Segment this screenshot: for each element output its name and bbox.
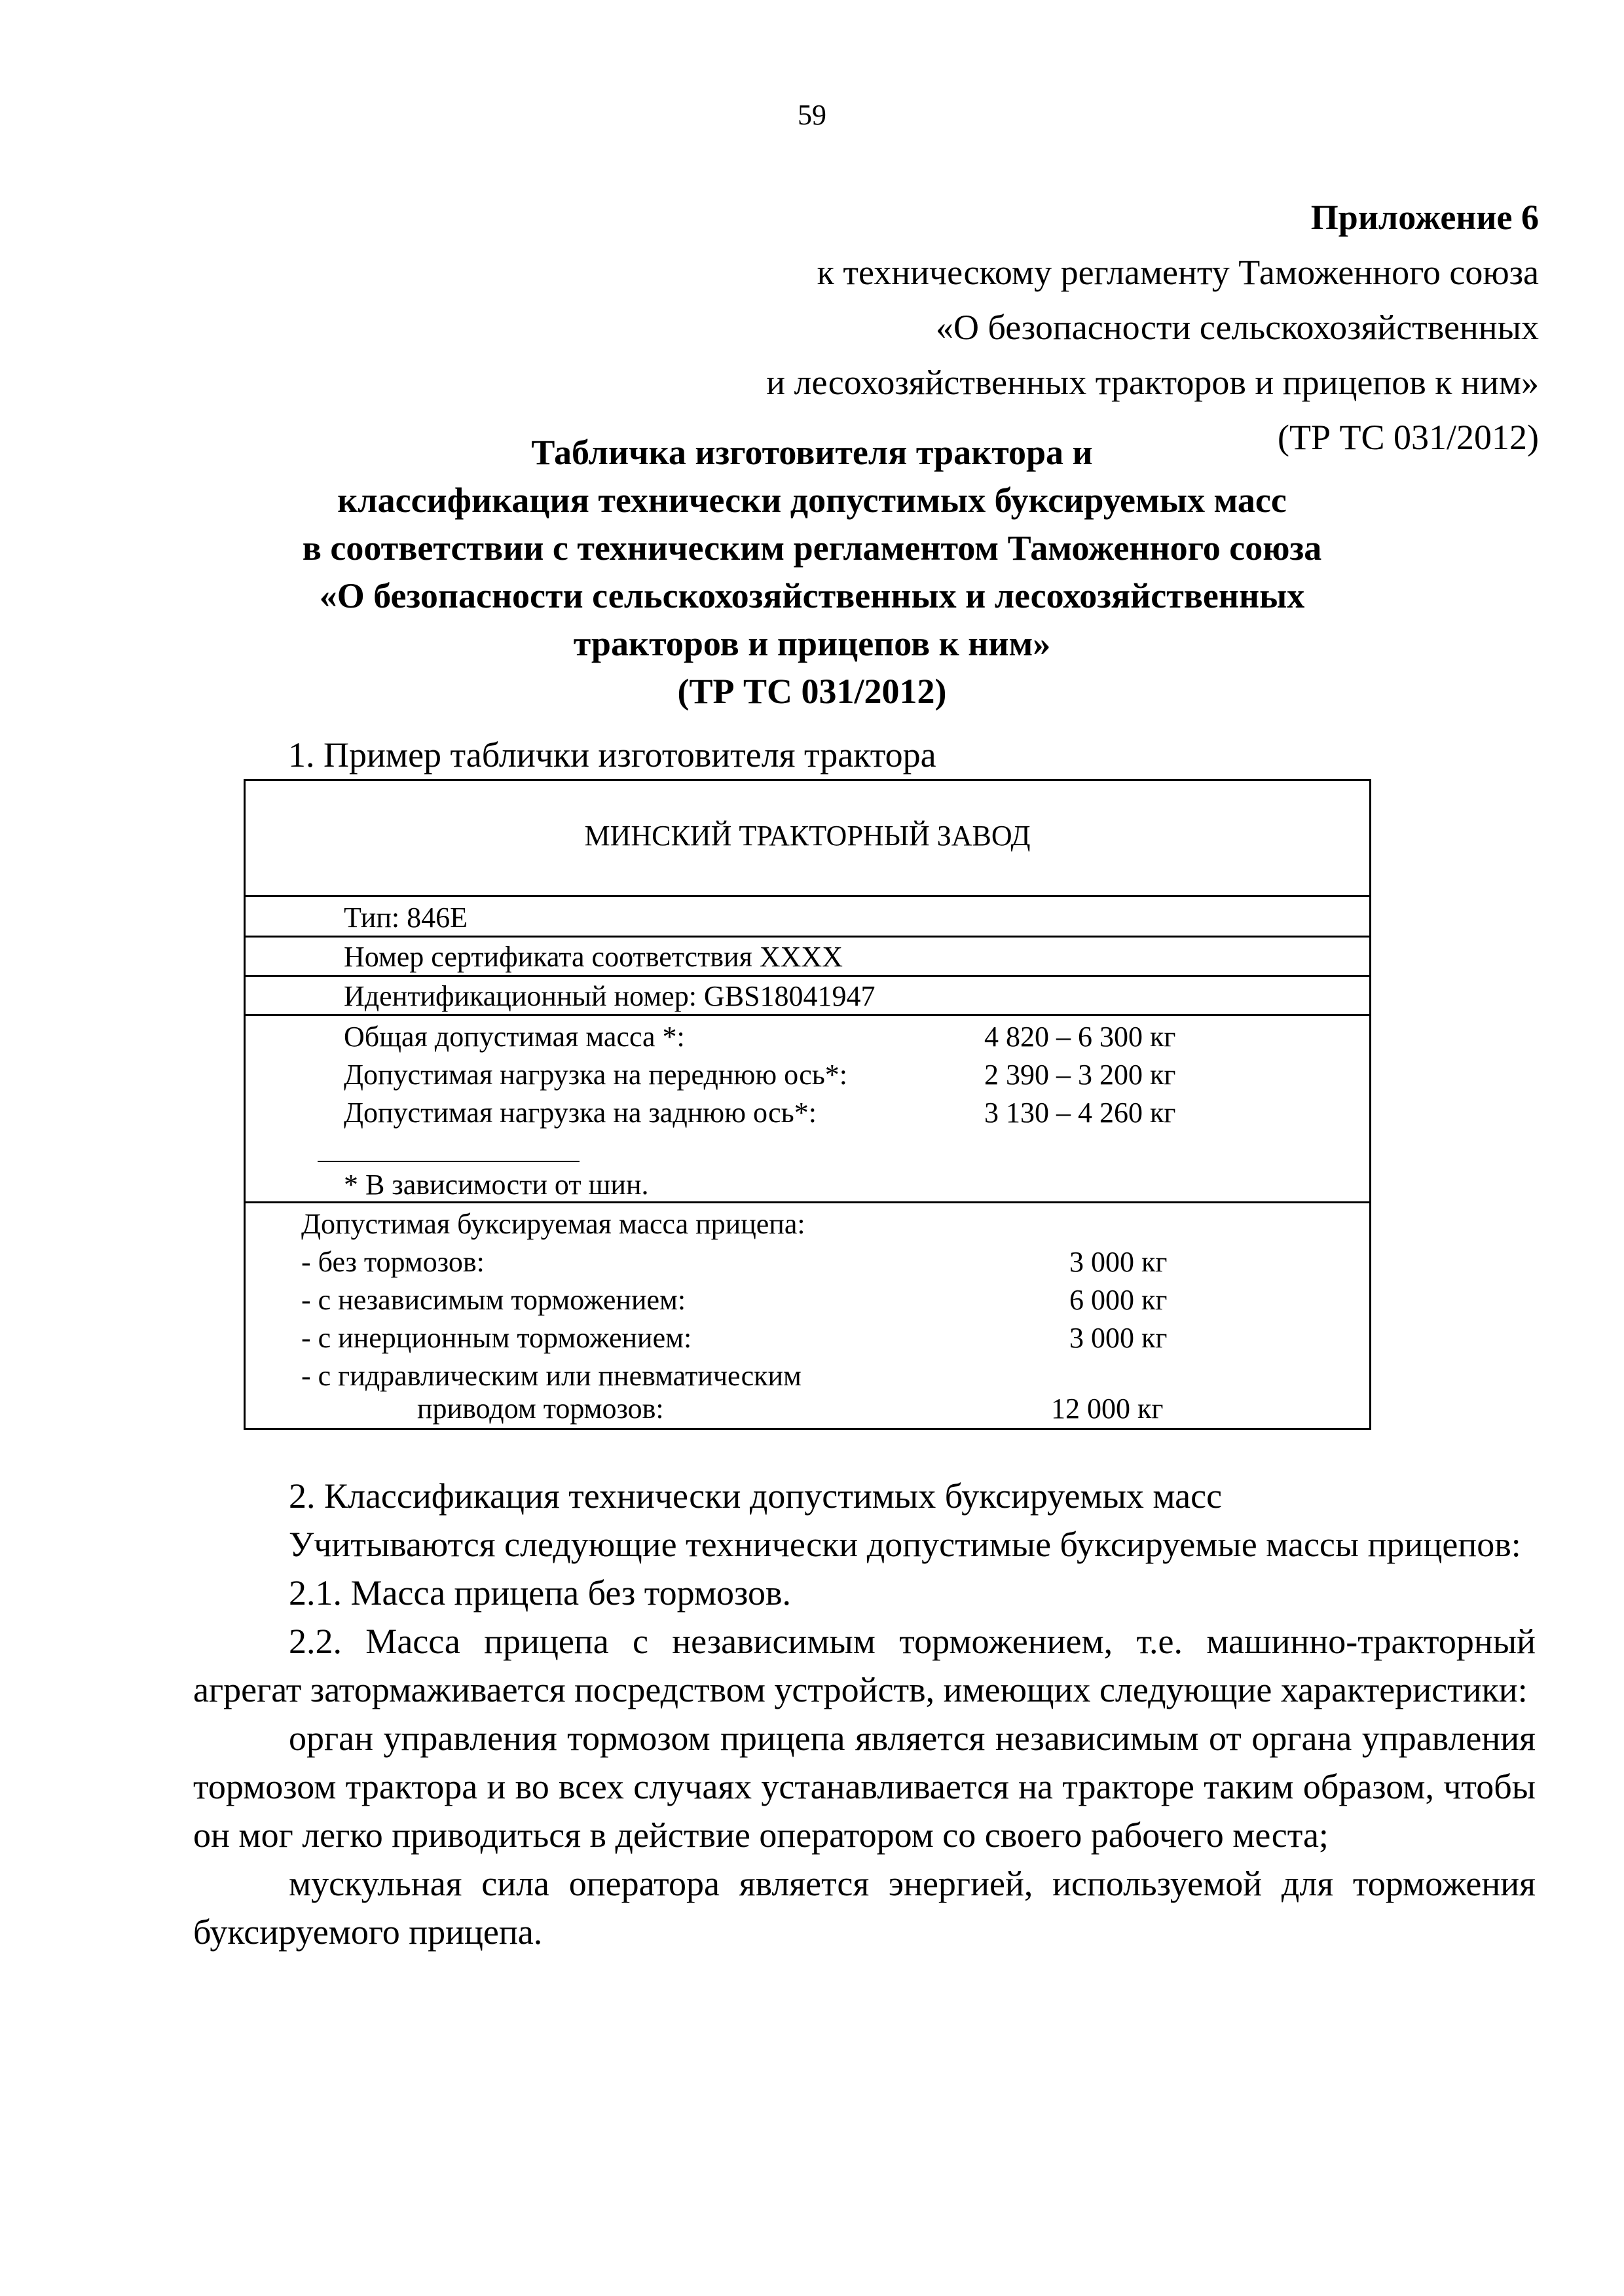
plate-divider [246, 1014, 1369, 1016]
mass-value: 3 130 – 4 260 кг [984, 1097, 1176, 1129]
towed-label: - с гидравлическим или пневматическим [301, 1360, 802, 1392]
towed-label: приводом тормозов: [417, 1393, 664, 1425]
page-number: 59 [798, 99, 826, 131]
mass-label: Общая допустимая масса *: [344, 1021, 685, 1053]
paragraph: Учитываются следующие технически допустимые буксируемые массы прицепов: [289, 1525, 1521, 1564]
section1-heading: 1. Пример таблички изготовителя трактора [288, 735, 936, 774]
mass-label: Допустимая нагрузка на переднюю ось*: [344, 1059, 848, 1091]
plate-divider [246, 975, 1369, 977]
appendix-line: (ТР ТС 031/2012) [1278, 418, 1539, 457]
title-line: тракторов и прицепов к ним» [573, 624, 1051, 663]
appendix-line: к техническому регламенту Таможенного союза [817, 253, 1539, 292]
plate-id-number: Идентификационный номер: GBS18041947 [344, 980, 876, 1012]
title-line: в соответствии с техническим регламентом Таможенного союза [302, 528, 1322, 568]
towed-label: - без тормозов: [301, 1246, 485, 1278]
mass-value: 4 820 – 6 300 кг [984, 1021, 1176, 1053]
plate-certificate: Номер сертификата соответствия XXXX [344, 941, 843, 973]
paragraph: 2.1. Масса прицепа без тормозов. [289, 1573, 792, 1613]
towed-value: 12 000 кг [1051, 1393, 1164, 1425]
title-line: Табличка изготовителя трактора и [531, 433, 1093, 472]
plate-footnote: * В зависимости от шин. [344, 1169, 649, 1201]
paragraph: мускульная сила оператора является энергией, используемой для торможения буксируемого прицепа. [193, 1864, 1536, 1952]
towed-value: 3 000 кг [1069, 1322, 1168, 1354]
towed-label: - с независимым торможением: [301, 1284, 686, 1316]
plate-type: Тип: 846Е [344, 902, 468, 934]
mass-value: 2 390 – 3 200 кг [984, 1059, 1176, 1091]
paragraph: 2.2. Масса прицепа с независимым торможением, т.е. машинно-тракторный агрегат затормаживается посредством устройств, имеющих следующие характеристики: [193, 1622, 1536, 1709]
mass-label: Допустимая нагрузка на заднюю ось*: [344, 1097, 817, 1129]
paragraph: орган управления тормозом прицепа является независимым от органа управления тормозом трактора и во всех случаях устанавливается на тракторе таким образом, чтобы он мог легко приводиться в действие оператором со своего рабочего места; [193, 1719, 1536, 1855]
appendix-header [557, 190, 1539, 465]
towed-label: - с инерционным торможением: [301, 1322, 692, 1354]
towed-value: 3 000 кг [1069, 1246, 1168, 1278]
title-line: (ТР ТС 031/2012) [677, 672, 947, 711]
footnote-separator [318, 1161, 580, 1162]
towed-heading: Допустимая буксируемая масса прицепа: [301, 1208, 805, 1240]
manufacturer-plate [244, 779, 1371, 1430]
plate-divider [246, 895, 1369, 897]
appendix-line: и лесохозяйственных тракторов и прицепов к ним» [766, 363, 1539, 402]
appendix-title: Приложение 6 [1310, 198, 1539, 237]
plate-manufacturer: МИНСКИЙ ТРАКТОРНЫЙ ЗАВОД [584, 820, 1031, 852]
section2-heading: 2. Классификация технически допустимых буксируемых масс [289, 1476, 1223, 1516]
plate-divider [246, 1201, 1369, 1203]
appendix-line: «О безопасности сельскохозяйственных [935, 308, 1539, 347]
plate-divider [246, 936, 1369, 938]
title-line: классификация технически допустимых буксируемых масс [337, 481, 1287, 520]
section2 [193, 1472, 1536, 1956]
document-title [196, 429, 1428, 716]
towed-value: 6 000 кг [1069, 1284, 1168, 1316]
title-line: «О безопасности сельскохозяйственных и лесохозяйственных [319, 576, 1305, 615]
